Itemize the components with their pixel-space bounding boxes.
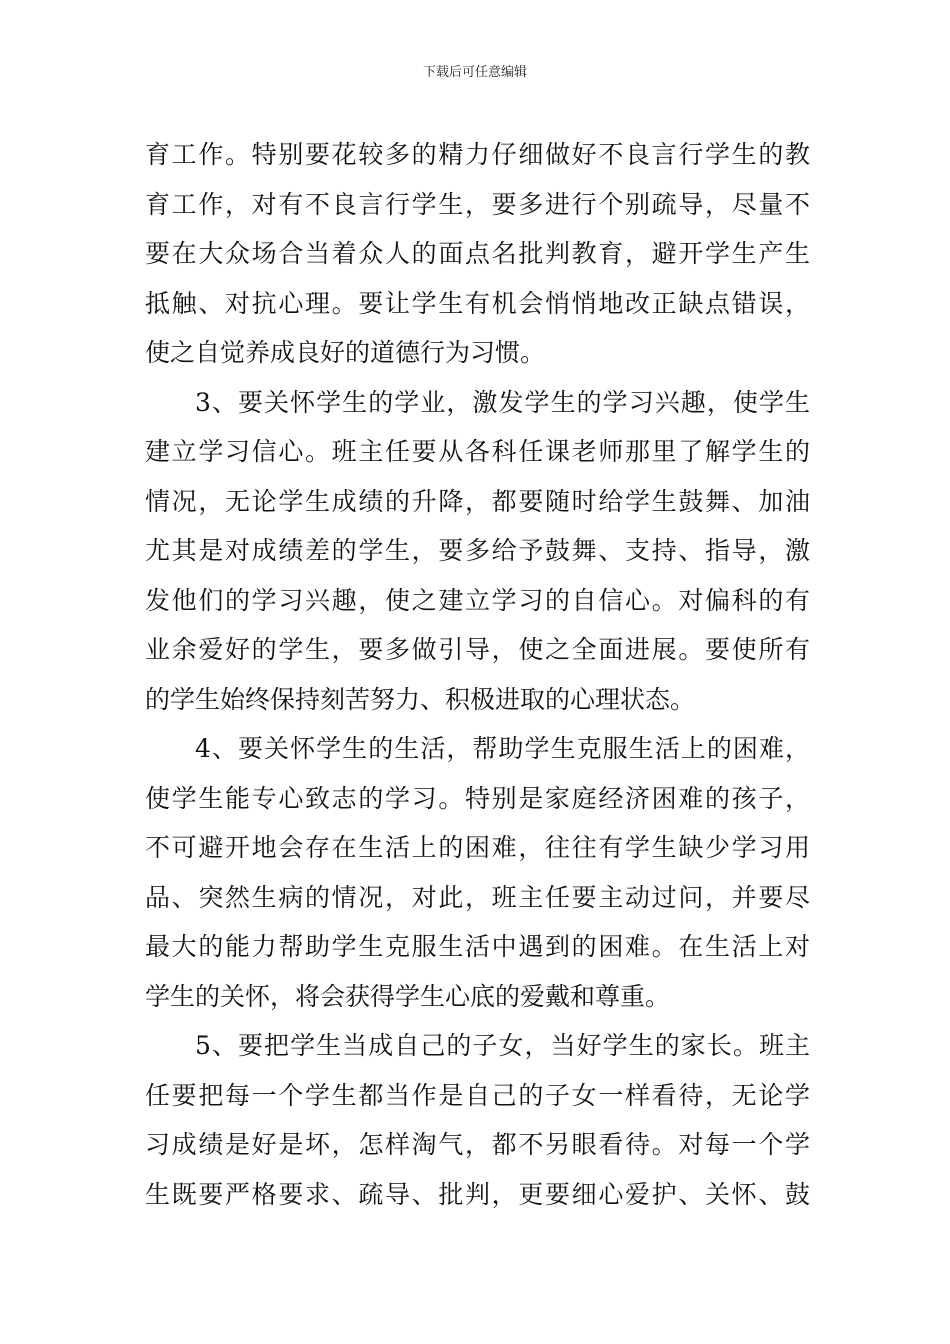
text-line: 发他们的学习兴趣，使之建立学习的自信心。对偏科的有 [145, 585, 810, 615]
paragraph-1 [145, 130, 810, 378]
text-line: 要在大众场合当着众人的面点名批判教育，避开学生产生 [145, 239, 810, 268]
document-body [145, 130, 810, 1219]
text-line: 生既要严格要求、疏导、批判，更要细心爱护、关怀、鼓 [145, 1179, 810, 1209]
text-line: 5、要把学生当成自己的子女，当好学生的家长。班主 [195, 1031, 810, 1060]
text-line: 情况，无论学生成绩的升降，都要随时给学生鼓舞、加油 [145, 486, 810, 516]
text-line: 不可避开地会存在生活上的困难，往往有学生缺少学习用 [145, 833, 810, 862]
text-line: 抵触、对抗心理。要让学生有机会悄悄地改正缺点错误， [145, 288, 810, 318]
text-line: 建立学习信心。班主任要从各科任课老师那里了解学生的 [145, 437, 810, 466]
text-line: 业余爱好的学生，要多做引导，使之全面进展。要使所有 [145, 635, 810, 664]
text-line: 3、要关怀学生的学业，激发学生的学习兴趣，使学生 [195, 387, 810, 417]
text-line: 育工作，对有不良言行学生，要多进行个别疏导，尽量不 [145, 189, 810, 219]
text-line: 使之自觉养成良好的道德行为习惯。 [145, 338, 546, 367]
text-line: 尤其是对成绩差的学生，要多给予鼓舞、支持、指导，激 [145, 536, 810, 565]
paragraph-4 [145, 1021, 810, 1219]
text-line: 4、要关怀学生的生活，帮助学生克服生活上的困难， [195, 734, 810, 763]
page-header-note: 下载后可任意编辑 [422, 65, 527, 80]
text-line: 任要把每一个学生都当作是自己的子女一样看待，无论学 [145, 1080, 810, 1110]
paragraph-3 [145, 724, 810, 1021]
text-line: 习成绩是好是坏，怎样淘气，都不另眼看待。对每一个学 [145, 1130, 810, 1159]
text-line: 学生的关怀，将会获得学生心底的爱戴和尊重。 [145, 981, 671, 1011]
text-line: 育工作。特别要花较多的精力仔细做好不良言行学生的教 [145, 140, 810, 169]
paragraph-2 [145, 378, 810, 725]
text-line: 品、突然生病的情况，对此，班主任要主动过问，并要尽 [145, 882, 810, 912]
text-line: 最大的能力帮助学生克服生活中遇到的困难。在生活上对 [145, 932, 810, 961]
text-line: 使学生能专心致志的学习。特别是家庭经济困难的孩子， [145, 783, 810, 813]
text-line: 的学生始终保持刻苦努力、积极进取的心理状态。 [145, 684, 696, 714]
